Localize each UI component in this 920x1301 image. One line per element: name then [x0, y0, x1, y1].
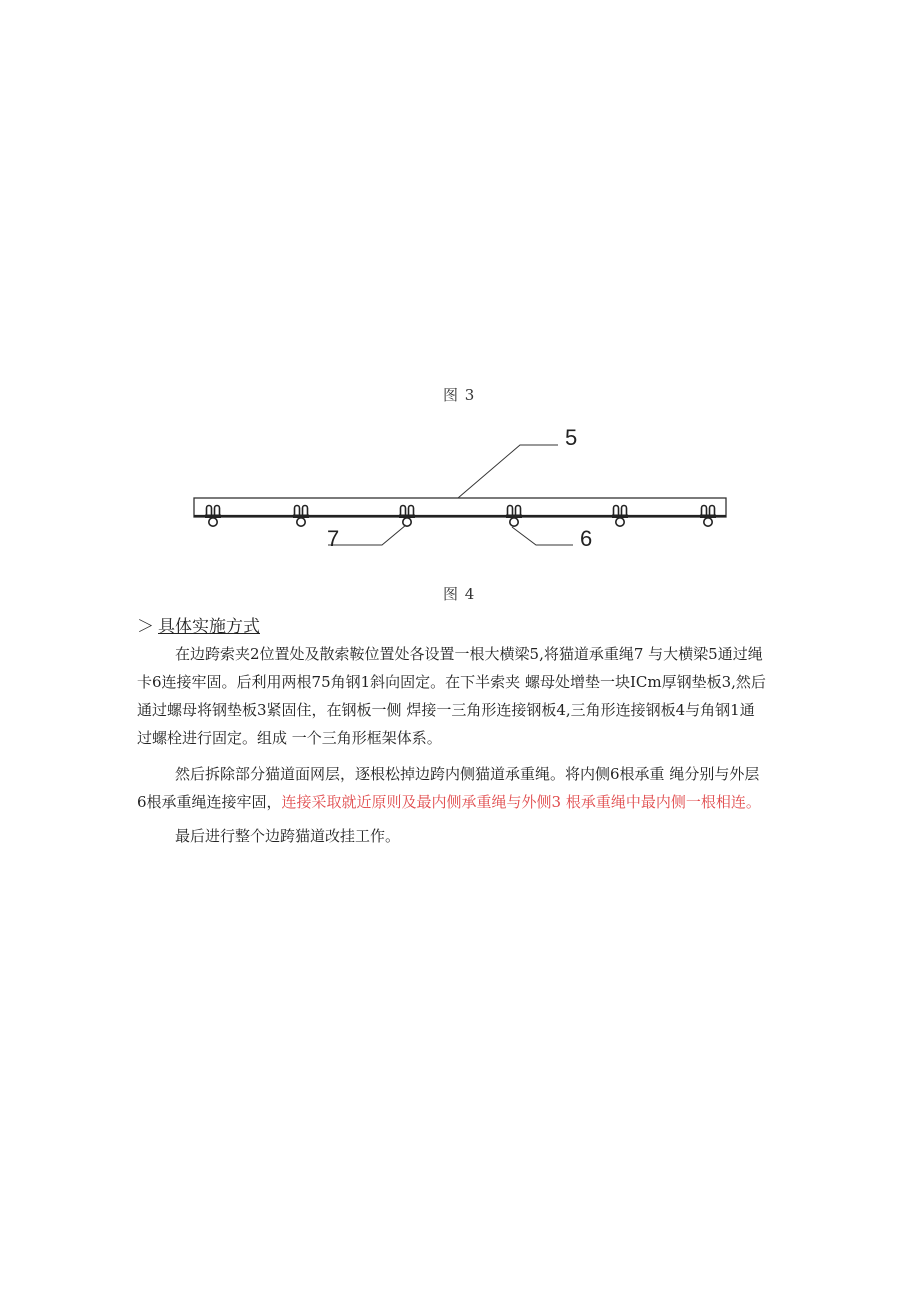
label-clamp-6: 6 — [580, 526, 593, 551]
figure-4-caption: 图 4 — [443, 585, 476, 603]
paragraph-3-line-1: 最后进行整个边跨猫道改挂工作。 — [175, 827, 401, 845]
section-title: 具体实施方式 — [158, 617, 260, 637]
paragraph-2 — [137, 760, 857, 816]
leader-line-6 — [512, 527, 573, 545]
paragraph-1-line-3: 通过螺母将钢垫板3紧固住，在钢板一侧 焊接一三角形连接钢板4,三角形连接钢板4与角钢1通 — [137, 701, 755, 719]
leader-line-7 — [328, 525, 406, 545]
paragraph-2-line-2-text: 6根承重绳连接牢固， — [137, 793, 282, 811]
label-rope-7: 7 — [327, 526, 340, 551]
paragraph-1 — [137, 640, 857, 752]
paragraph-2-line-1: 然后拆除部分猫道面网层，逐根松掉边跨内侧猫道承重绳。将内侧6根承重 绳分别与外层 — [175, 765, 760, 783]
cross-beam — [194, 498, 726, 517]
paragraph-2-line-2 — [137, 788, 857, 816]
paragraph-1-line-2: 卡6连接牢固。后利用两根75角钢1斜向固定。在下半索夹 螺母处增垫一块ICm厚钢垫板3,然后 — [137, 673, 766, 691]
leader-line-5 — [458, 445, 558, 498]
figure-4-diagram — [180, 418, 740, 558]
paragraph-1-line-1: 在边跨索夹2位置处及散索鞍位置处各设置一根大横梁5,将猫道承重绳7 与大横梁5通过绳 — [175, 645, 763, 663]
label-beam-5: 5 — [565, 425, 578, 450]
paragraph-3 — [137, 822, 857, 850]
paragraph-1-line-4: 过螺栓进行固定。组成 一个三角形框架体系。 — [137, 729, 442, 747]
paragraph-2-highlight: 连接采取就近原则及最内侧承重绳与外侧3 根承重绳中最内侧一根相连。 — [281, 793, 761, 811]
section-marker: ＞ — [137, 617, 154, 637]
section-heading — [137, 612, 260, 637]
figure-3-caption: 图 3 — [443, 386, 476, 404]
